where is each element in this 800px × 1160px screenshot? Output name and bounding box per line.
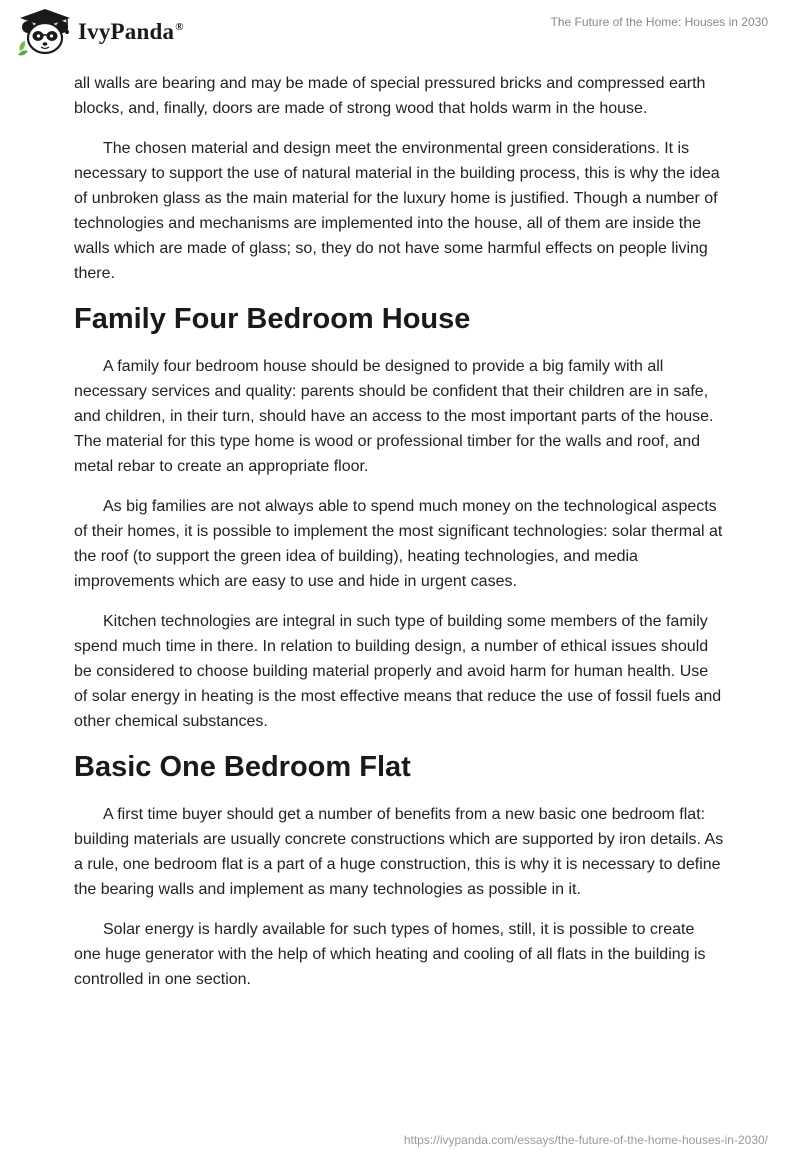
paragraph-family-1: A family four bedroom house should be designed to provide a big family with all necessary services and quality: parents should be confident that their children are in safe, and children, in their turn, should have an access to the most important parts of the house. The material for this type home is wood or professional timber for the walls and roof, and metal rebar to create an appropriate floor. <box>74 358 714 475</box>
page-header <box>0 0 800 70</box>
paragraph-flat-2: Solar energy is hardly available for such types of homes, still, it is possible to create one huge generator with the help of which heating and cooling of all flats in the building is controlled in one section. <box>74 921 706 988</box>
paragraph-flat-1: A first time buyer should get a number of benefits from a new basic one bedroom flat: building materials are usually concrete constructions which are supported by iron details. As a rule, one bedroom flat is a part of a huge construction, this is why it is necessary to define the bearing walls and implement as many technologies as possible in it. <box>74 806 724 898</box>
paragraph-intro-continuation: all walls are bearing and may be made of special pressured bricks and compressed earth blocks, and, finally, doors are made of strong wood that holds warm in the house. <box>74 75 706 117</box>
registered-mark: ® <box>175 21 184 34</box>
source-url[interactable]: https://ivypanda.com/essays/the-future-of-the-home-houses-in-2030/ <box>403 1133 768 1147</box>
paragraph-family-3: Kitchen technologies are integral in such type of building some members of the family spend much time in there. In relation to building design, a number of ethical issues should be considered to choose building material properly and avoid harm for human health. Use of solar energy in heating is the most effective means that reduce the use of fossil fuels and other chemical substances. <box>74 613 722 730</box>
article-body <box>74 71 724 1007</box>
panda-logo-icon[interactable] <box>14 7 76 59</box>
paragraph-family-2: As big families are not always able to spend much money on the technological aspects of their homes, it is possible to implement the most significant technologies: solar thermal at the roof (to support the green idea of building), heating technologies, and media improvements which are easy to use and hide in urgent cases. <box>74 498 723 590</box>
document-title: The Future of the Home: Houses in 2030 <box>550 15 768 29</box>
brand-name[interactable] <box>78 19 184 45</box>
heading-basic-one-bedroom-flat: Basic One Bedroom Flat <box>74 751 411 783</box>
paragraph-material-design: The chosen material and design meet the environmental green considerations. It is necessary to support the use of natural material in the building process, this is why the idea of unbroken glass as the main material for the luxury home is justified. Though a number of technologies and mechanisms are implemented into the house, all of them are inside the walls which are made of glass; so, they do not have some harmful effects on people living there. <box>74 140 720 282</box>
brand-text: IvyPanda <box>78 19 175 44</box>
heading-family-four-bedroom-house: Family Four Bedroom House <box>74 303 471 335</box>
